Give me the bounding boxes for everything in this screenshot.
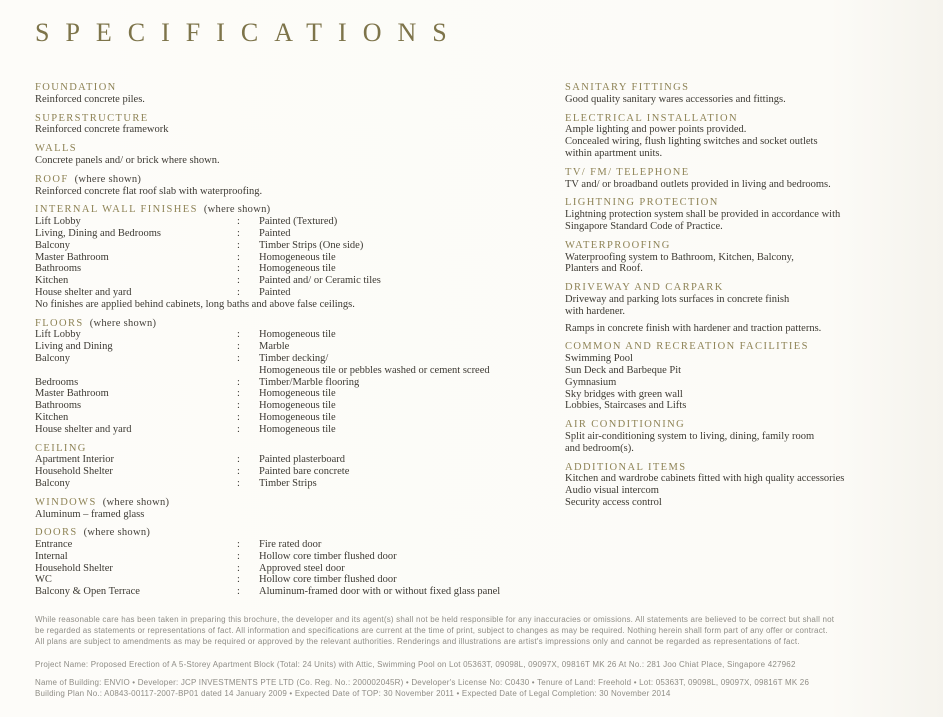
spec-section — [565, 197, 910, 232]
section-heading-text: ROOF — [35, 173, 69, 185]
spec-row-label: Apartment Interior — [35, 454, 115, 466]
spec-row — [35, 412, 565, 424]
spec-row — [35, 263, 565, 275]
section-heading — [35, 497, 565, 509]
section-paragraph-line: Reinforced concrete framework — [35, 124, 169, 136]
spec-row-label: House shelter and yard — [35, 423, 132, 435]
section-paragraph-line: Swimming Pool — [565, 353, 633, 365]
section-heading-text: FOUNDATION — [35, 82, 117, 93]
section-heading-text: ADDITIONAL ITEMS — [565, 461, 687, 473]
spec-row-colon: : — [237, 477, 240, 489]
spec-row — [35, 400, 565, 412]
spec-row-label: Bedrooms — [35, 376, 79, 388]
spec-row-colon: : — [237, 586, 240, 598]
section-heading — [35, 174, 565, 186]
section-paragraph-line: Lobbies, Staircases and Lifts — [565, 400, 687, 412]
building-info-line: Name of Building: ENVIO • Developer: JCP INVESTMENTS PTE LTD (Co. Reg. No.: 200002045R) • Developer's License No: C0430 • Tenure of Land: Freehold • Lot: 05363T, 09098L, 09097X, 09816T MK 26 — [35, 678, 810, 688]
section-paragraph-line: TV and/ or broadband outlets provided in living and bedrooms. — [565, 178, 831, 190]
disclaimer-line: be regarded as statements or representations of fact. All information and specifications are current at the time of print, subject to changes as may be required. Nothing herein shall form part of any offer or contract. — [35, 626, 828, 636]
spec-row — [35, 388, 565, 400]
section-heading-text: WATERPROOFING — [565, 239, 671, 251]
spec-row-colon: : — [237, 341, 240, 353]
section-heading — [35, 318, 565, 330]
section-paragraph-line: Singapore Standard Code of Practice. — [565, 220, 723, 232]
disclaimer-line: All plans are subject to amendments as may be required or approved by the relevant authorities. Renderings and illustrations are artist's impressions only and cannot be regarded as representations of fact. — [35, 637, 800, 647]
section-note: No finishes are applied behind cabinets, long baths and above false ceilings. — [35, 298, 355, 310]
left-column — [35, 82, 565, 605]
section-heading-text: FLOORS — [35, 317, 84, 329]
section-heading-suffix: (where shown) — [203, 204, 271, 216]
spec-row-label: Household Shelter — [35, 466, 113, 478]
section-heading-text: COMMON AND RECREATION FACILITIES — [565, 341, 809, 353]
spec-section — [35, 82, 565, 106]
spec-row-label: Master Bathroom — [35, 388, 109, 400]
spec-row — [35, 216, 565, 228]
spec-row-colon: : — [237, 263, 240, 275]
spec-row-colon: : — [237, 562, 240, 574]
section-paragraph-line: Gymnasium — [565, 376, 617, 388]
spec-row-value: Timber Strips (One side) — [259, 239, 364, 251]
section-paragraph-line: Ramps in concrete finish with hardener and traction patterns. — [565, 322, 822, 334]
section-paragraph-line: Good quality sanitary wares accessories and fittings. — [565, 93, 786, 105]
spec-row-colon: : — [237, 539, 240, 551]
spec-row-value: Homogeneous tile — [259, 400, 336, 412]
section-paragraph-line: Reinforced concrete piles. — [35, 93, 145, 105]
section-paragraph-line: Audio visual intercom — [565, 485, 659, 497]
spec-row-label: Balcony — [35, 352, 70, 364]
spec-row-colon: : — [237, 216, 240, 228]
section-heading-suffix: (where shown) — [102, 496, 170, 508]
section-heading — [565, 341, 910, 353]
section-paragraph-line: Ample lighting and power points provided. — [565, 124, 747, 136]
spec-row-label: Entrance — [35, 539, 73, 551]
section-paragraph-line: Driveway and parking lots surfaces in concrete finish — [565, 293, 790, 305]
spec-row-label: Balcony & Open Terrace — [35, 586, 140, 598]
spec-row-colon: : — [237, 423, 240, 435]
section-heading-suffix: (where shown) — [83, 527, 151, 539]
spec-row-label: Living, Dining and Bedrooms — [35, 227, 161, 239]
section-heading — [565, 197, 910, 209]
spec-section — [565, 240, 910, 275]
spec-row-label: Balcony — [35, 477, 70, 489]
spec-row-label — [35, 365, 237, 377]
spec-row-colon: : — [237, 275, 240, 287]
spec-row-colon: : — [237, 227, 240, 239]
section-paragraph-line: Kitchen and wardrobe cabinets fitted with high quality accessories — [565, 473, 845, 485]
section-heading — [35, 82, 565, 94]
section-heading — [35, 113, 565, 125]
section-paragraph-line: Sky bridges with green wall — [565, 388, 683, 400]
section-heading — [565, 462, 910, 474]
spec-row-colon: : — [237, 251, 240, 263]
spec-row-value: Painted (Textured) — [259, 216, 338, 228]
spec-row-label: Master Bathroom — [35, 251, 109, 263]
spec-section — [35, 318, 565, 436]
spec-row-value: Hollow core timber flushed door — [259, 574, 397, 586]
spec-section — [565, 419, 910, 454]
project-name-line: Project Name: Proposed Erection of A 5-Storey Apartment Block (Total: 24 Units) with Attic, Swimming Pool on Lot 05363T, 09098L, 09097X, 09816T MK 26 At No.: 281 Joo Chiat Place, Singapore 427962 — [35, 660, 796, 670]
spec-section — [35, 527, 565, 598]
section-heading-text: LIGHTNING PROTECTION — [565, 197, 719, 209]
spec-row — [35, 424, 565, 436]
spec-row-value: Homogeneous tile — [259, 388, 336, 400]
section-heading — [565, 113, 910, 125]
spec-row — [35, 365, 565, 377]
spec-row-colon: : — [237, 400, 240, 412]
section-heading-text: SANITARY FITTINGS — [565, 82, 690, 93]
section-paragraph-line: Concealed wiring, flush lighting switches and socket outlets — [565, 136, 818, 148]
spec-row-value: Homogeneous tile — [259, 329, 336, 341]
section-paragraph-line: Planters and Roof. — [565, 263, 643, 275]
spec-row-colon: : — [237, 286, 240, 298]
section-heading — [565, 240, 910, 252]
spec-row-colon: : — [237, 466, 240, 478]
section-paragraph-line: Concrete panels and/ or brick where shown. — [35, 154, 220, 166]
spec-row-value: Painted — [259, 286, 291, 298]
section-heading — [565, 82, 910, 94]
spec-row-value: Approved steel door — [259, 562, 345, 574]
section-paragraph-line: Aluminum – framed glass — [35, 508, 145, 520]
section-heading-text: TV/ FM/ TELEPHONE — [565, 166, 690, 178]
spec-row — [35, 539, 565, 551]
spec-section — [565, 82, 910, 106]
spec-row — [35, 287, 565, 299]
spec-section — [565, 462, 910, 509]
spec-row-value: Homogeneous tile — [259, 423, 336, 435]
section-heading-text: ELECTRICAL INSTALLATION — [565, 112, 738, 124]
spec-row-label: Lift Lobby — [35, 216, 81, 228]
spec-row — [35, 252, 565, 264]
section-heading — [565, 282, 910, 294]
spec-row-colon: : — [237, 352, 240, 364]
section-paragraph-line: Split air-conditioning system to living, dining, family room — [565, 430, 815, 442]
section-heading — [35, 204, 565, 216]
spec-section — [565, 113, 910, 160]
section-heading-suffix: (where shown) — [74, 173, 142, 185]
disclaimer-line: While reasonable care has been taken in preparing this brochure, the developer and its agent(s) shall not be held responsible for any inaccuracies or omissions. All statements are believed to be correct but shall not — [35, 615, 835, 625]
spec-row-value: Timber Strips — [259, 477, 317, 489]
section-heading-text: DOORS — [35, 527, 78, 539]
spec-row-value: Homogeneous tile — [259, 411, 336, 423]
spec-row-value: Homogeneous tile or pebbles washed or cement screed — [259, 364, 490, 376]
section-paragraph-line: Waterproofing system to Bathroom, Kitchen, Balcony, — [565, 251, 794, 263]
spec-row — [35, 228, 565, 240]
section-heading-text: CEILING — [35, 442, 87, 454]
section-heading — [35, 527, 565, 539]
spec-row — [35, 551, 565, 563]
spec-row — [35, 574, 565, 586]
right-column — [565, 82, 910, 605]
spec-row-value: Timber/Marble flooring — [259, 376, 360, 388]
spec-row-label: Kitchen — [35, 275, 69, 287]
spec-row-value: Homogeneous tile — [259, 263, 336, 275]
spec-row — [35, 353, 565, 365]
spec-section — [565, 282, 910, 334]
spec-row-colon: : — [237, 329, 240, 341]
spec-row-value: Painted and/ or Ceramic tiles — [259, 275, 381, 287]
spec-row-value: Marble — [259, 341, 290, 353]
section-paragraph-line: Sun Deck and Barbeque Pit — [565, 364, 682, 376]
footer — [35, 614, 910, 699]
section-heading-text: INTERNAL WALL FINISHES — [35, 204, 198, 216]
spec-row-colon: : — [237, 376, 240, 388]
disclaimer — [35, 614, 910, 647]
spec-row-label: Kitchen — [35, 411, 69, 423]
spec-row-value: Timber decking/ — [259, 352, 329, 364]
spec-row — [35, 329, 565, 341]
spec-row-label: Internal — [35, 550, 68, 562]
spec-row-value: Hollow core timber flushed door — [259, 550, 397, 562]
spec-row — [35, 586, 565, 598]
spec-section — [35, 204, 565, 310]
spec-row — [35, 563, 565, 575]
spec-row-label: House shelter and yard — [35, 286, 132, 298]
spec-section — [35, 497, 565, 521]
spec-row-label: Bathrooms — [35, 400, 82, 412]
spec-row-value: Painted bare concrete — [259, 466, 350, 478]
spec-row — [35, 240, 565, 252]
building-plan-line: Building Plan No.: A0843-00117-2007-BP01 dated 14 January 2009 • Expected Date of TOP: 30 November 2011 • Expected Date of Legal Completion: 30 November 2014 — [35, 689, 671, 699]
spec-row-label: WC — [35, 574, 52, 586]
spec-row-label: Lift Lobby — [35, 329, 81, 341]
spec-row-colon: : — [237, 388, 240, 400]
spec-row-colon: : — [237, 574, 240, 586]
spec-row-value: Painted plasterboard — [259, 454, 346, 466]
spec-section — [35, 443, 565, 490]
section-paragraph-line: Security access control — [565, 496, 662, 508]
section-heading-text: WALLS — [35, 143, 77, 155]
spec-row-value: Fire rated door — [259, 539, 322, 551]
section-heading — [565, 419, 910, 431]
spec-row-label: Living and Dining — [35, 341, 113, 353]
spec-row — [35, 454, 565, 466]
spec-row — [35, 341, 565, 353]
spec-section — [35, 113, 565, 137]
spec-row-colon: : — [237, 239, 240, 251]
spec-row-label: Bathrooms — [35, 263, 82, 275]
spec-row-value: Painted — [259, 227, 291, 239]
spec-row-value: Aluminum-framed door with or without fixed glass panel — [259, 586, 501, 598]
spec-row-value: Homogeneous tile — [259, 251, 336, 263]
spec-row-colon: : — [237, 454, 240, 466]
section-paragraph-line: Reinforced concrete flat roof slab with waterproofing. — [35, 185, 263, 197]
section-paragraph-line: Lightning protection system shall be provided in accordance with — [565, 209, 841, 221]
section-paragraph-line: and bedroom(s). — [565, 442, 634, 454]
spec-section — [35, 174, 565, 198]
spec-row-colon: : — [237, 550, 240, 562]
spec-row — [35, 466, 565, 478]
section-paragraph-line: with hardener. — [565, 305, 626, 317]
section-heading-text: SUPERSTRUCTURE — [35, 112, 149, 124]
section-heading — [35, 143, 565, 155]
spec-section — [565, 341, 910, 412]
section-heading-text: AIR CONDITIONING — [565, 419, 686, 431]
spec-row-label: Balcony — [35, 239, 70, 251]
section-heading — [35, 443, 565, 455]
spec-columns — [35, 82, 910, 605]
section-heading-text: DRIVEWAY AND CARPARK — [565, 282, 724, 294]
spec-row — [35, 377, 565, 389]
spec-row-colon: : — [237, 411, 240, 423]
section-heading-suffix: (where shown) — [89, 317, 157, 329]
page-title: SPECIFICATIONS — [35, 18, 463, 47]
spec-row-colon — [237, 365, 259, 377]
spec-row-label: Household Shelter — [35, 562, 113, 574]
spec-section — [35, 143, 565, 167]
section-paragraph-line: within apartment units. — [565, 147, 663, 159]
spec-row — [35, 275, 565, 287]
section-heading-text: WINDOWS — [35, 496, 97, 508]
spec-section — [565, 167, 910, 191]
section-heading — [565, 167, 910, 179]
spec-row — [35, 478, 565, 490]
